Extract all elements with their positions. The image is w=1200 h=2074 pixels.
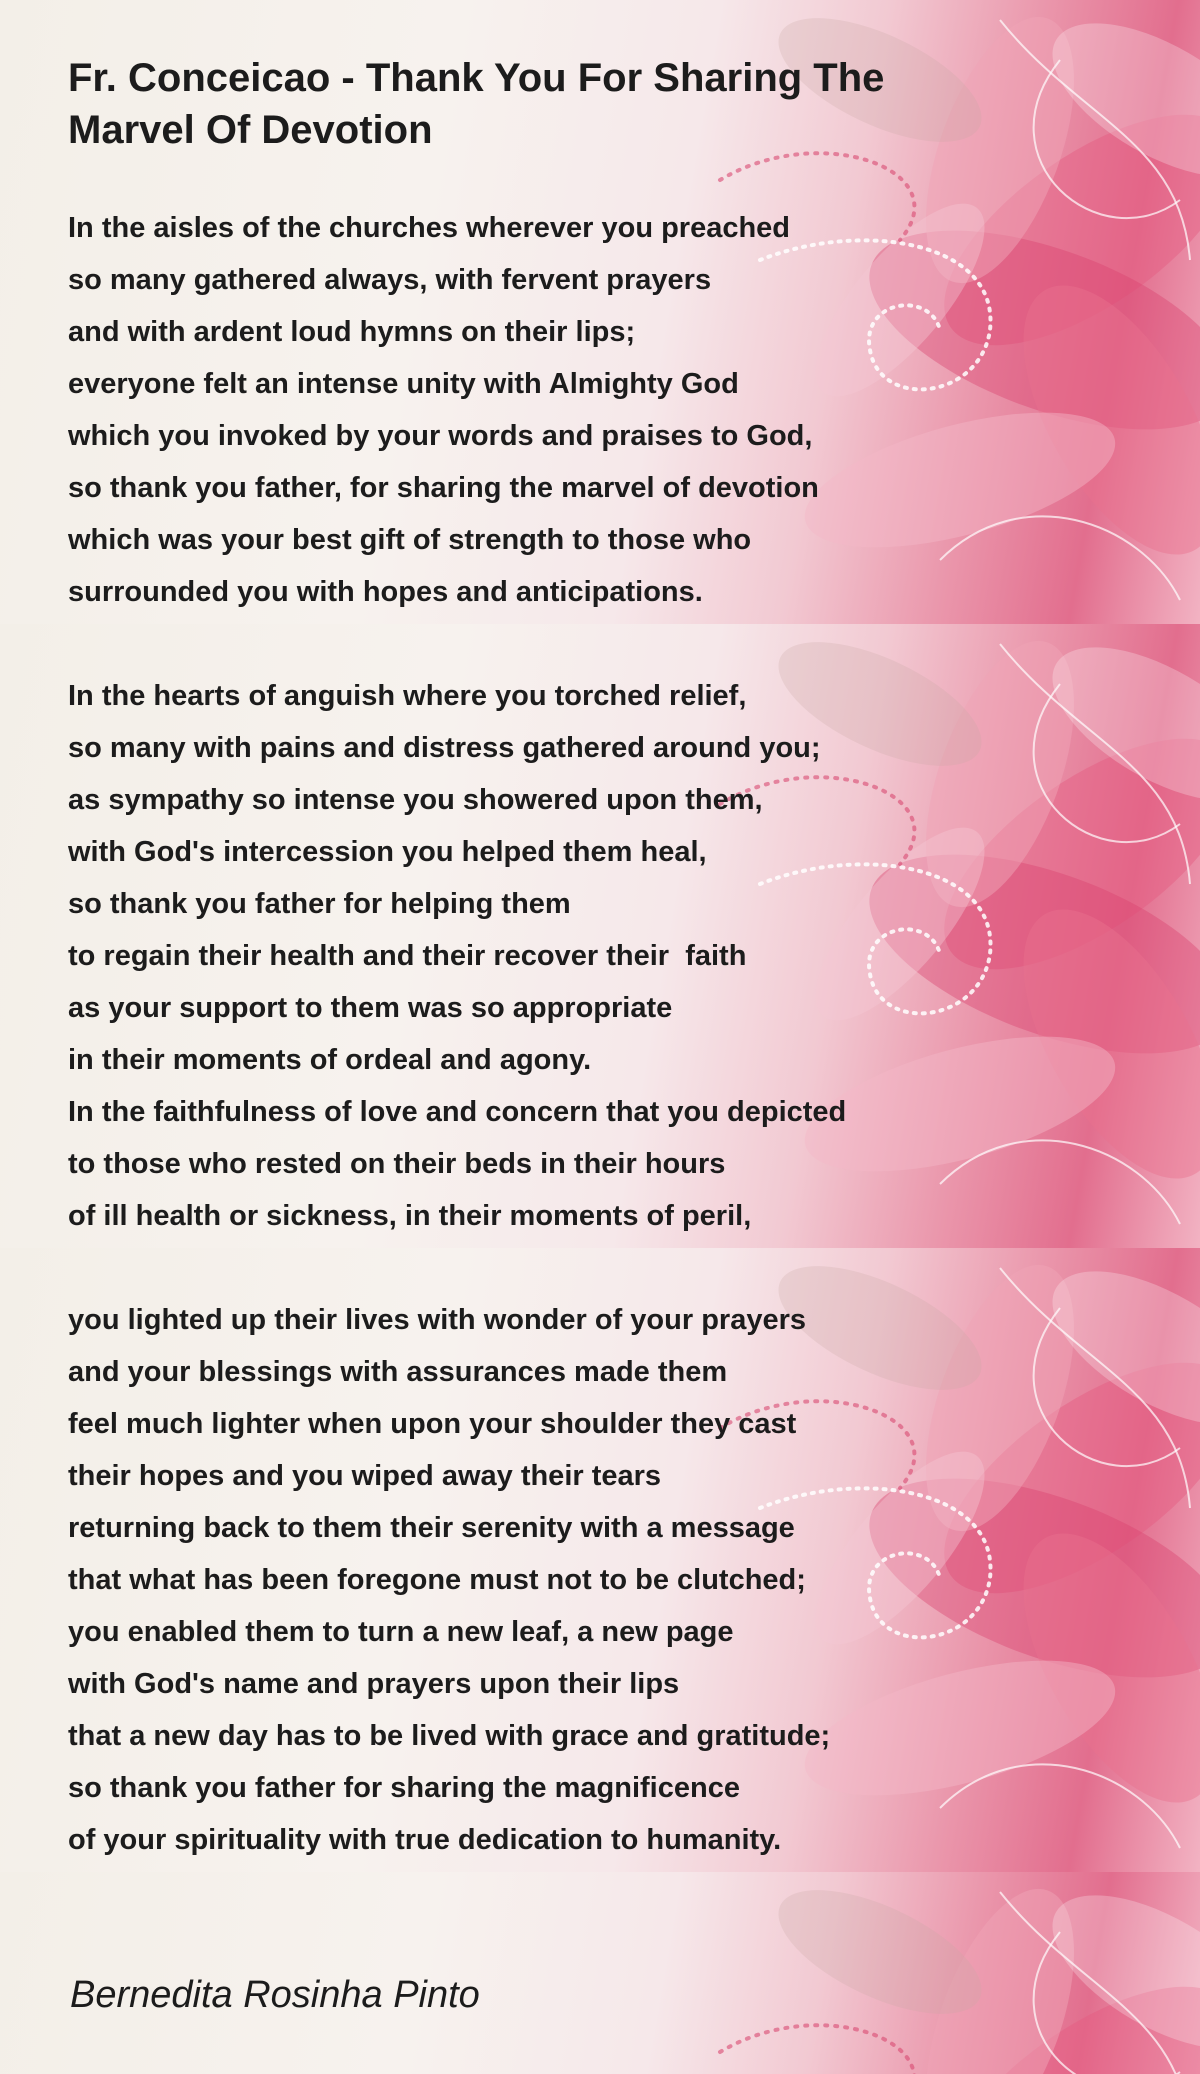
poem-line: so thank you father, for sharing the marvel of devotion bbox=[68, 472, 819, 504]
stanza bbox=[68, 1294, 1068, 1866]
poem-line: and your blessings with assurances made them bbox=[68, 1356, 728, 1388]
stanza-gap bbox=[68, 618, 1068, 670]
poem-line: their hopes and you wiped away their tears bbox=[68, 1460, 662, 1492]
poem-line: feel much lighter when upon your shoulder they cast bbox=[68, 1408, 797, 1440]
stanza bbox=[68, 670, 1068, 1242]
poem-line: with God's intercession you helped them heal, bbox=[68, 836, 707, 868]
poem-line: you enabled them to turn a new leaf, a new page bbox=[68, 1616, 734, 1648]
poem-line: surrounded you with hopes and anticipations. bbox=[68, 576, 703, 608]
poem-line: to those who rested on their beds in their hours bbox=[68, 1148, 726, 1180]
poem-body bbox=[68, 202, 1068, 1866]
poem-line: which was your best gift of strength to those who bbox=[68, 524, 752, 556]
poem-line: returning back to them their serenity with a message bbox=[68, 1512, 795, 1544]
poem-line: you lighted up their lives with wonder of your prayers bbox=[68, 1304, 806, 1336]
poem-line: with God's name and prayers upon their lips bbox=[68, 1668, 680, 1700]
poem-line: so many gathered always, with fervent prayers bbox=[68, 264, 712, 296]
poem-line: In the faithfulness of love and concern that you depicted bbox=[68, 1096, 847, 1128]
poem-line: and with ardent loud hymns on their lips; bbox=[68, 316, 636, 348]
poem-author: Bernedita Rosinha Pinto bbox=[70, 1974, 480, 2016]
poem-line: In the aisles of the churches wherever you preached bbox=[68, 212, 791, 244]
stanza-gap bbox=[68, 1242, 1068, 1294]
poem-line: of ill health or sickness, in their moments of peril, bbox=[68, 1200, 752, 1232]
poem-line: in their moments of ordeal and agony. bbox=[68, 1044, 592, 1076]
poem-line: as your support to them was so appropriate bbox=[68, 992, 673, 1024]
poem-line: so many with pains and distress gathered around you; bbox=[68, 732, 821, 764]
poem-title-line: Marvel Of Devotion bbox=[68, 108, 433, 152]
poem-line: In the hearts of anguish where you torched relief, bbox=[68, 680, 747, 712]
poem-line: of your spirituality with true dedication to humanity. bbox=[68, 1824, 782, 1856]
poem-line: to regain their health and their recover their faith bbox=[68, 940, 747, 972]
poem-line: that what has been foregone must not to be clutched; bbox=[68, 1564, 806, 1596]
poem-line: which you invoked by your words and praises to God, bbox=[68, 420, 813, 452]
poem-line: so thank you father for helping them bbox=[68, 888, 571, 920]
stanza bbox=[68, 202, 1068, 618]
poem-title bbox=[68, 52, 968, 156]
poem-title-line: Fr. Conceicao - Thank You For Sharing The bbox=[68, 56, 885, 100]
poem-line: so thank you father for sharing the magnificence bbox=[68, 1772, 740, 1804]
poem-line: everyone felt an intense unity with Almighty God bbox=[68, 368, 739, 400]
poem-line: that a new day has to be lived with grace and gratitude; bbox=[68, 1720, 831, 1752]
poem-line: as sympathy so intense you showered upon them, bbox=[68, 784, 763, 816]
